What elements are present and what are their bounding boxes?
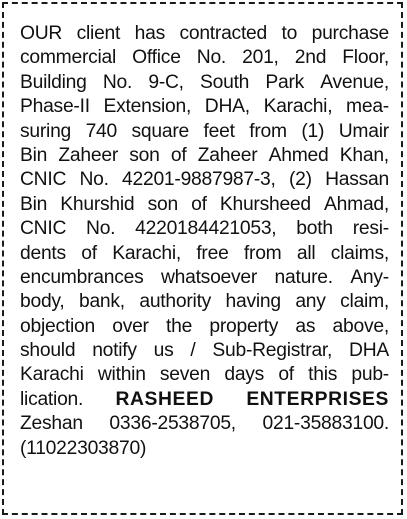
notice-word: CNIC bbox=[20, 169, 67, 191]
notice-word: claim, bbox=[340, 291, 389, 313]
notice-word: No. bbox=[196, 47, 227, 69]
notice-word: Sub-Registrar, bbox=[212, 340, 333, 362]
notice-word: Umair bbox=[338, 120, 389, 142]
notice-word: this bbox=[308, 364, 338, 386]
notice-line bbox=[20, 144, 389, 168]
notice-word: as bbox=[295, 315, 316, 337]
notice-line bbox=[20, 412, 389, 436]
notice-word: having bbox=[225, 291, 281, 313]
notice-word: Phase-II bbox=[20, 96, 90, 118]
notice-word: within bbox=[97, 364, 146, 386]
notice-word: Khurshid bbox=[60, 193, 135, 215]
notice-word: CNIC bbox=[20, 218, 67, 240]
notice-line bbox=[20, 71, 389, 95]
notice-line bbox=[20, 193, 389, 217]
notice-word: Hassan bbox=[325, 169, 389, 191]
notice-word: (2) bbox=[288, 169, 312, 191]
notice-word: of bbox=[81, 242, 97, 264]
notice-word: Ahmed bbox=[268, 144, 329, 166]
notice-word: 021-35883100. bbox=[262, 413, 389, 435]
notice-word: (1) bbox=[301, 120, 325, 142]
notice-line bbox=[20, 120, 389, 144]
notice-word: body, bbox=[20, 291, 65, 313]
notice-word: Office bbox=[132, 47, 181, 69]
notice-word: OUR bbox=[20, 23, 63, 44]
notice-word: No. bbox=[79, 169, 109, 191]
notice-word: 740 bbox=[85, 120, 117, 142]
notice-word: suring bbox=[20, 120, 72, 142]
company-name-word: ENTERPRISES bbox=[246, 388, 389, 410]
notice-line bbox=[20, 339, 389, 363]
notice-word: resi- bbox=[352, 218, 389, 240]
notice-word: DHA, bbox=[204, 96, 250, 118]
notice-word: son bbox=[147, 193, 178, 215]
notice-line bbox=[20, 95, 389, 119]
notice-line bbox=[20, 315, 389, 339]
notice-line bbox=[20, 388, 389, 412]
notice-word: No. bbox=[86, 218, 116, 240]
notice-word: (11022303870) bbox=[20, 437, 147, 459]
notice-word: Zaheer bbox=[197, 144, 258, 166]
notice-line bbox=[20, 290, 389, 314]
notice-word: us bbox=[153, 340, 174, 362]
notice-word: Karachi, bbox=[112, 242, 181, 264]
notice-word: South bbox=[200, 71, 250, 93]
classified-notice-box bbox=[2, 2, 403, 515]
notice-word: lication. bbox=[20, 388, 84, 410]
notice-line bbox=[20, 242, 389, 266]
notice-word: property bbox=[209, 315, 279, 337]
notice-word: above, bbox=[332, 315, 389, 337]
notice-word: feet bbox=[203, 120, 235, 142]
notice-word: the bbox=[166, 315, 193, 337]
notice-word: of bbox=[278, 364, 294, 386]
notice-word: contracted bbox=[179, 23, 268, 44]
notice-word: client bbox=[76, 23, 121, 44]
notice-word: 2nd bbox=[294, 47, 327, 69]
notice-word: to bbox=[281, 23, 298, 44]
notice-word: Floor, bbox=[342, 47, 389, 69]
notice-word: has bbox=[134, 23, 165, 44]
notice-word: any bbox=[295, 291, 326, 313]
notice-word: 201, bbox=[242, 47, 279, 69]
notice-word: of bbox=[191, 193, 207, 215]
notice-word: all bbox=[296, 242, 316, 264]
notice-word: Zeshan bbox=[20, 413, 83, 435]
notice-word: encumbrances bbox=[20, 266, 144, 288]
notice-word: dents bbox=[20, 242, 66, 264]
notice-word: Extension, bbox=[103, 96, 192, 118]
notice-word: Bin bbox=[20, 144, 48, 166]
notice-line bbox=[20, 46, 389, 70]
notice-word: authority bbox=[139, 291, 212, 313]
notice-word: Karachi bbox=[20, 364, 84, 386]
notice-word: DHA bbox=[349, 340, 389, 362]
notice-word: notify bbox=[92, 340, 137, 362]
notice-word: both bbox=[296, 218, 333, 240]
notice-word: days bbox=[224, 364, 265, 386]
notice-word: whatsoever bbox=[160, 266, 258, 288]
notice-word: square bbox=[131, 120, 189, 142]
notice-word: / bbox=[190, 340, 196, 362]
notice-line bbox=[20, 437, 389, 461]
notice-word: Avenue, bbox=[320, 71, 389, 93]
notice-line bbox=[20, 363, 389, 387]
notice-word: Bin bbox=[20, 193, 48, 215]
notice-line bbox=[20, 217, 389, 241]
notice-word: pub- bbox=[351, 364, 389, 386]
notice-word: purchase bbox=[311, 23, 389, 44]
notice-word: 4220184421053, bbox=[135, 218, 277, 240]
notice-word: Khan, bbox=[339, 144, 389, 166]
notice-word: claims, bbox=[330, 242, 389, 264]
notice-word: seven bbox=[159, 364, 211, 386]
notice-word: 42201-9887987-3, bbox=[122, 169, 276, 191]
notice-word: of bbox=[170, 144, 187, 166]
notice-line bbox=[20, 266, 389, 290]
notice-word: objection bbox=[20, 315, 95, 337]
notice-word: son bbox=[129, 144, 160, 166]
notice-word: nature. bbox=[274, 266, 333, 288]
notice-word: Building bbox=[20, 71, 87, 93]
notice-word: from bbox=[243, 242, 282, 264]
notice-word: Park bbox=[265, 71, 305, 93]
notice-word: mea- bbox=[346, 96, 389, 118]
notice-word: Khursheed bbox=[219, 193, 311, 215]
notice-word: No. bbox=[102, 71, 133, 93]
company-name-word: RASHEED bbox=[115, 388, 214, 410]
notice-word: 9-C, bbox=[148, 71, 184, 93]
notice-word: over bbox=[112, 315, 149, 337]
notice-word: 0336-2538705, bbox=[109, 413, 236, 435]
notice-word: Zaheer bbox=[58, 144, 118, 166]
notice-body-text bbox=[20, 22, 389, 461]
notice-word: should bbox=[20, 340, 76, 362]
notice-word: free bbox=[196, 242, 229, 264]
notice-word: Any- bbox=[350, 266, 389, 288]
notice-word: Karachi, bbox=[263, 96, 333, 118]
notice-word: from bbox=[249, 120, 287, 142]
notice-word: bank, bbox=[78, 291, 125, 313]
notice-word: Ahmad, bbox=[324, 193, 389, 215]
notice-word: commercial bbox=[20, 47, 117, 69]
notice-line bbox=[20, 168, 389, 192]
notice-line bbox=[20, 22, 389, 46]
